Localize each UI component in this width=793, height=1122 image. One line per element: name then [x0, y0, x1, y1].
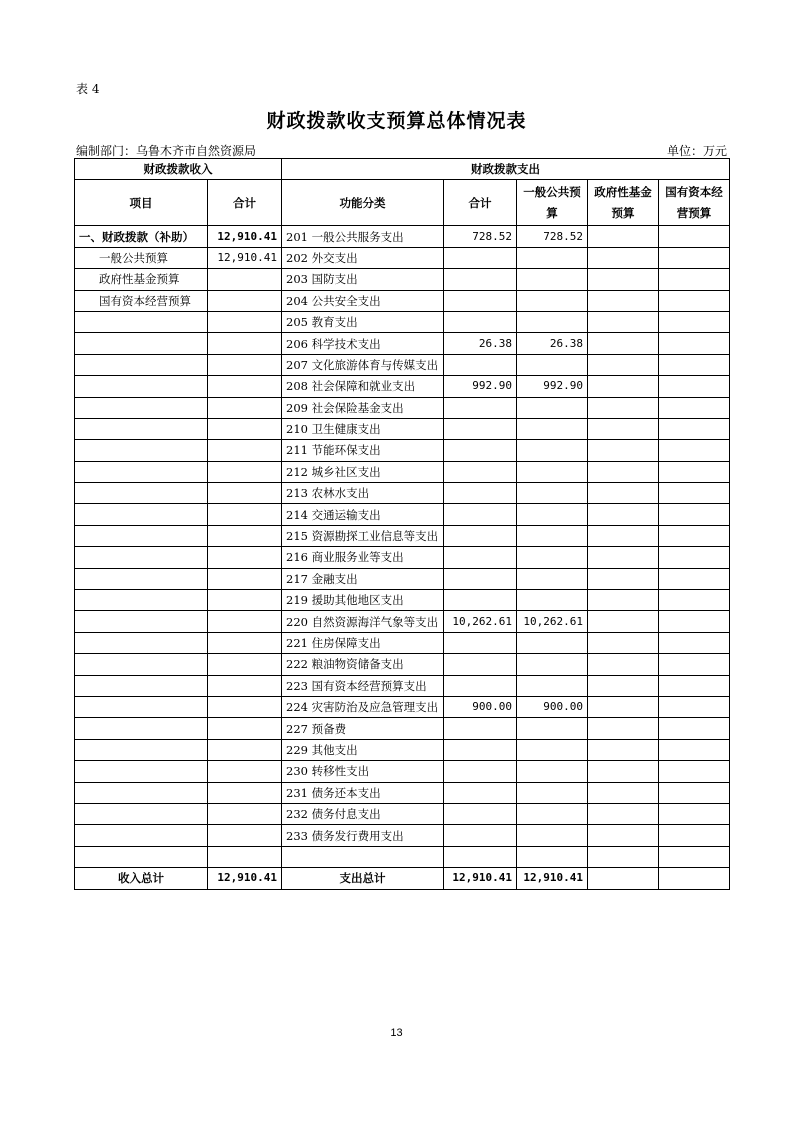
general-budget-cell: 728.52 [517, 226, 588, 247]
income-item-cell [75, 418, 208, 439]
gov-fund-cell [588, 397, 659, 418]
income-total-cell [208, 632, 282, 653]
gov-fund-cell [588, 696, 659, 717]
income-item-cell [75, 461, 208, 482]
expense-total-cell [444, 461, 517, 482]
gov-fund-cell [588, 782, 659, 803]
function-class-cell: 201 一般公共服务支出 [282, 226, 444, 247]
expense-total-cell [444, 418, 517, 439]
state-capital-cell [659, 696, 730, 717]
function-class-cell: 210 卫生健康支出 [282, 418, 444, 439]
income-item-cell: 一般公共预算 [75, 247, 208, 268]
unit-label: 单位：万元 [666, 144, 727, 158]
function-class-cell: 219 援助其他地区支出 [282, 590, 444, 611]
gov-fund-cell [588, 632, 659, 653]
table-row [75, 675, 730, 696]
income-item-cell [75, 632, 208, 653]
state-capital-cell [659, 568, 730, 589]
general-budget-cell [517, 782, 588, 803]
expense-total-cell [444, 504, 517, 525]
state-capital-column-header: 国有资本经营预算 [659, 180, 730, 226]
expense-total-cell [444, 803, 517, 824]
function-class-cell: 205 教育支出 [282, 311, 444, 332]
table-row [75, 632, 730, 653]
function-class-cell: 233 债务发行费用支出 [282, 825, 444, 846]
function-class-cell: 227 预备费 [282, 718, 444, 739]
expense-total-cell [444, 440, 517, 461]
income-item-cell [75, 846, 208, 867]
gov-fund-cell [588, 269, 659, 290]
expense-grand-total-value: 12,910.41 [444, 868, 517, 889]
general-budget-cell [517, 568, 588, 589]
table-row [75, 397, 730, 418]
expense-total-cell [444, 311, 517, 332]
income-grand-total-label: 收入总计 [75, 868, 208, 889]
income-total-cell [208, 696, 282, 717]
gov-fund-cell [588, 525, 659, 546]
table-number-label: 表 4 [76, 82, 100, 96]
function-class-cell: 211 节能环保支出 [282, 440, 444, 461]
gov-fund-cell [588, 290, 659, 311]
income-item-cell: 一、财政拨款（补助） [75, 226, 208, 247]
gov-fund-cell [588, 761, 659, 782]
income-item-cell [75, 504, 208, 525]
item-column-header: 项目 [75, 180, 208, 226]
page-title: 财政拨款收支预算总体情况表 [266, 110, 527, 132]
table-row [75, 846, 730, 867]
general-budget-cell: 900.00 [517, 696, 588, 717]
gov-fund-cell [588, 611, 659, 632]
function-class-cell [282, 846, 444, 867]
expense-total-cell [444, 290, 517, 311]
function-class-cell: 208 社会保障和就业支出 [282, 376, 444, 397]
state-capital-cell [659, 718, 730, 739]
expense-total-cell [444, 483, 517, 504]
general-budget-cell [517, 632, 588, 653]
income-section-header: 财政拨款收入 [75, 159, 282, 180]
function-class-cell: 203 国防支出 [282, 269, 444, 290]
expense-total-cell [444, 632, 517, 653]
function-class-cell: 229 其他支出 [282, 739, 444, 760]
income-total-cell [208, 568, 282, 589]
table-row [75, 461, 730, 482]
state-capital-cell [659, 846, 730, 867]
income-total-cell [208, 590, 282, 611]
gov-fund-cell [588, 568, 659, 589]
income-item-cell [75, 397, 208, 418]
general-budget-cell [517, 761, 588, 782]
income-total-cell [208, 675, 282, 696]
income-item-cell [75, 739, 208, 760]
function-class-cell: 202 外交支出 [282, 247, 444, 268]
state-capital-cell [659, 803, 730, 824]
table-row [75, 226, 730, 247]
function-class-cell: 215 资源勘探工业信息等支出 [282, 525, 444, 546]
gov-fund-cell [588, 226, 659, 247]
income-total-cell [208, 483, 282, 504]
expense-total-cell [444, 568, 517, 589]
table-row [75, 803, 730, 824]
table-row [75, 696, 730, 717]
gov-fund-cell [588, 418, 659, 439]
income-total-cell [208, 311, 282, 332]
income-total-cell [208, 761, 282, 782]
income-total-cell [208, 440, 282, 461]
income-total-cell [208, 418, 282, 439]
state-capital-cell [659, 354, 730, 375]
table-row [75, 483, 730, 504]
general-budget-cell [517, 290, 588, 311]
general-budget-cell [517, 461, 588, 482]
income-total-cell [208, 376, 282, 397]
gov-fund-cell [588, 718, 659, 739]
table-row [75, 547, 730, 568]
function-class-column-header: 功能分类 [282, 180, 444, 226]
expense-total-cell [444, 718, 517, 739]
general-budget-column-header: 一般公共预算 [517, 180, 588, 226]
general-budget-cell [517, 718, 588, 739]
general-budget-cell [517, 846, 588, 867]
table-row [75, 739, 730, 760]
function-class-cell: 223 国有资本经营预算支出 [282, 675, 444, 696]
general-budget-cell: 26.38 [517, 333, 588, 354]
expense-total-cell [444, 525, 517, 546]
state-capital-cell [659, 590, 730, 611]
table-row [75, 568, 730, 589]
expense-section-header: 财政拨款支出 [282, 159, 730, 180]
general-budget-cell [517, 354, 588, 375]
general-budget-cell [517, 825, 588, 846]
state-capital-cell [659, 782, 730, 803]
income-item-cell [75, 547, 208, 568]
function-class-cell: 207 文化旅游体育与传媒支出 [282, 354, 444, 375]
function-class-cell: 206 科学技术支出 [282, 333, 444, 354]
income-item-cell [75, 311, 208, 332]
income-total-cell [208, 825, 282, 846]
function-class-cell: 222 粮油物资储备支出 [282, 654, 444, 675]
expense-total-cell [444, 825, 517, 846]
function-class-cell: 232 债务付息支出 [282, 803, 444, 824]
general-budget-cell [517, 269, 588, 290]
state-capital-cell [659, 611, 730, 632]
gov-fund-cell [588, 825, 659, 846]
table-row [75, 525, 730, 546]
state-capital-grand-total [659, 868, 730, 889]
income-total-cell [208, 718, 282, 739]
table-row [75, 440, 730, 461]
income-item-cell [75, 782, 208, 803]
state-capital-cell [659, 461, 730, 482]
expense-total-cell [444, 739, 517, 760]
income-total-cell [208, 782, 282, 803]
state-capital-cell [659, 290, 730, 311]
income-total-cell: 12,910.41 [208, 226, 282, 247]
general-budget-cell [517, 675, 588, 696]
general-budget-cell: 992.90 [517, 376, 588, 397]
income-item-cell [75, 354, 208, 375]
function-class-cell: 209 社会保险基金支出 [282, 397, 444, 418]
expense-total-cell [444, 397, 517, 418]
state-capital-cell [659, 397, 730, 418]
function-class-cell: 213 农林水支出 [282, 483, 444, 504]
general-budget-cell [517, 418, 588, 439]
income-item-cell [75, 376, 208, 397]
state-capital-cell [659, 247, 730, 268]
expense-total-cell [444, 654, 517, 675]
gov-fund-cell [588, 590, 659, 611]
function-class-cell: 216 商业服务业等支出 [282, 547, 444, 568]
income-item-cell [75, 333, 208, 354]
income-total-cell [208, 654, 282, 675]
income-total-cell [208, 461, 282, 482]
gov-fund-cell [588, 333, 659, 354]
income-total-cell [208, 290, 282, 311]
state-capital-cell [659, 440, 730, 461]
income-item-cell: 政府性基金预算 [75, 269, 208, 290]
table-row [75, 761, 730, 782]
function-class-cell: 230 转移性支出 [282, 761, 444, 782]
gov-fund-cell [588, 504, 659, 525]
general-budget-cell [517, 247, 588, 268]
state-capital-cell [659, 269, 730, 290]
gov-fund-cell [588, 547, 659, 568]
income-item-cell [75, 590, 208, 611]
function-class-cell: 231 债务还本支出 [282, 782, 444, 803]
state-capital-cell [659, 226, 730, 247]
expense-total-cell [444, 675, 517, 696]
gov-fund-cell [588, 247, 659, 268]
income-total-cell [208, 803, 282, 824]
income-item-cell [75, 696, 208, 717]
state-capital-cell [659, 376, 730, 397]
function-class-cell: 214 交通运输支出 [282, 504, 444, 525]
gov-fund-cell [588, 654, 659, 675]
expense-total-cell: 10,262.61 [444, 611, 517, 632]
gov-fund-cell [588, 354, 659, 375]
expense-total-cell [444, 846, 517, 867]
gov-fund-cell [588, 461, 659, 482]
income-total-cell [208, 846, 282, 867]
income-total-cell [208, 333, 282, 354]
table-row [75, 269, 730, 290]
function-class-cell: 221 住房保障支出 [282, 632, 444, 653]
state-capital-cell [659, 504, 730, 525]
state-capital-cell [659, 525, 730, 546]
state-capital-cell [659, 418, 730, 439]
income-item-cell [75, 675, 208, 696]
gov-fund-cell [588, 739, 659, 760]
budget-table [74, 158, 730, 890]
expense-total-column-header: 合计 [444, 180, 517, 226]
state-capital-cell [659, 483, 730, 504]
income-total-cell [208, 547, 282, 568]
table-row [75, 825, 730, 846]
table-row [75, 311, 730, 332]
table-row [75, 333, 730, 354]
income-total-cell [208, 354, 282, 375]
state-capital-cell [659, 739, 730, 760]
function-class-cell: 220 自然资源海洋气象等支出 [282, 611, 444, 632]
expense-total-cell [444, 247, 517, 268]
expense-total-cell: 26.38 [444, 333, 517, 354]
table-row [75, 376, 730, 397]
state-capital-cell [659, 632, 730, 653]
table-row [75, 354, 730, 375]
gov-fund-cell [588, 311, 659, 332]
general-budget-cell [517, 654, 588, 675]
table-row [75, 418, 730, 439]
income-item-cell [75, 440, 208, 461]
income-item-cell: 国有资本经营预算 [75, 290, 208, 311]
income-item-cell [75, 803, 208, 824]
expense-total-cell [444, 547, 517, 568]
general-budget-cell [517, 547, 588, 568]
general-budget-cell [517, 803, 588, 824]
income-item-cell [75, 568, 208, 589]
income-item-cell [75, 483, 208, 504]
gov-fund-cell [588, 803, 659, 824]
expense-total-cell [444, 354, 517, 375]
table-row [75, 247, 730, 268]
gov-fund-cell [588, 675, 659, 696]
state-capital-cell [659, 547, 730, 568]
state-capital-cell [659, 654, 730, 675]
income-item-cell [75, 525, 208, 546]
expense-total-cell [444, 590, 517, 611]
state-capital-cell [659, 825, 730, 846]
gov-fund-cell [588, 483, 659, 504]
income-total-cell [208, 525, 282, 546]
state-capital-cell [659, 333, 730, 354]
table-row [75, 590, 730, 611]
income-total-cell [208, 397, 282, 418]
state-capital-cell [659, 761, 730, 782]
income-grand-total-value: 12,910.41 [208, 868, 282, 889]
gov-fund-grand-total [588, 868, 659, 889]
expense-total-cell [444, 782, 517, 803]
expense-total-cell: 728.52 [444, 226, 517, 247]
income-item-cell [75, 654, 208, 675]
table-row [75, 290, 730, 311]
general-budget-cell [517, 311, 588, 332]
state-capital-cell [659, 311, 730, 332]
table-row [75, 611, 730, 632]
income-item-cell [75, 761, 208, 782]
general-budget-cell [517, 739, 588, 760]
income-total-cell [208, 269, 282, 290]
function-class-cell: 204 公共安全支出 [282, 290, 444, 311]
income-total-cell [208, 504, 282, 525]
table-row [75, 782, 730, 803]
expense-total-cell: 992.90 [444, 376, 517, 397]
income-total-cell [208, 739, 282, 760]
income-total-cell [208, 611, 282, 632]
general-budget-cell [517, 504, 588, 525]
gov-fund-column-header: 政府性基金预算 [588, 180, 659, 226]
income-item-cell [75, 825, 208, 846]
general-budget-cell [517, 483, 588, 504]
income-item-cell [75, 611, 208, 632]
income-total-cell: 12,910.41 [208, 247, 282, 268]
function-class-cell: 224 灾害防治及应急管理支出 [282, 696, 444, 717]
function-class-cell: 212 城乡社区支出 [282, 461, 444, 482]
gov-fund-cell [588, 440, 659, 461]
income-item-cell [75, 718, 208, 739]
state-capital-cell [659, 675, 730, 696]
table-row [75, 504, 730, 525]
general-budget-cell [517, 590, 588, 611]
general-budget-cell: 10,262.61 [517, 611, 588, 632]
general-budget-grand-total: 12,910.41 [517, 868, 588, 889]
income-total-column-header: 合计 [208, 180, 282, 226]
page-number: 13 [390, 1027, 403, 1039]
gov-fund-cell [588, 376, 659, 397]
general-budget-cell [517, 525, 588, 546]
general-budget-cell [517, 397, 588, 418]
expense-total-cell [444, 269, 517, 290]
table-row [75, 718, 730, 739]
expense-total-cell [444, 761, 517, 782]
compiling-department: 编制部门：乌鲁木齐市自然资源局 [76, 144, 257, 158]
gov-fund-cell [588, 846, 659, 867]
general-budget-cell [517, 440, 588, 461]
expense-grand-total-label: 支出总计 [282, 868, 444, 889]
expense-total-cell: 900.00 [444, 696, 517, 717]
table-row [75, 654, 730, 675]
function-class-cell: 217 金融支出 [282, 568, 444, 589]
